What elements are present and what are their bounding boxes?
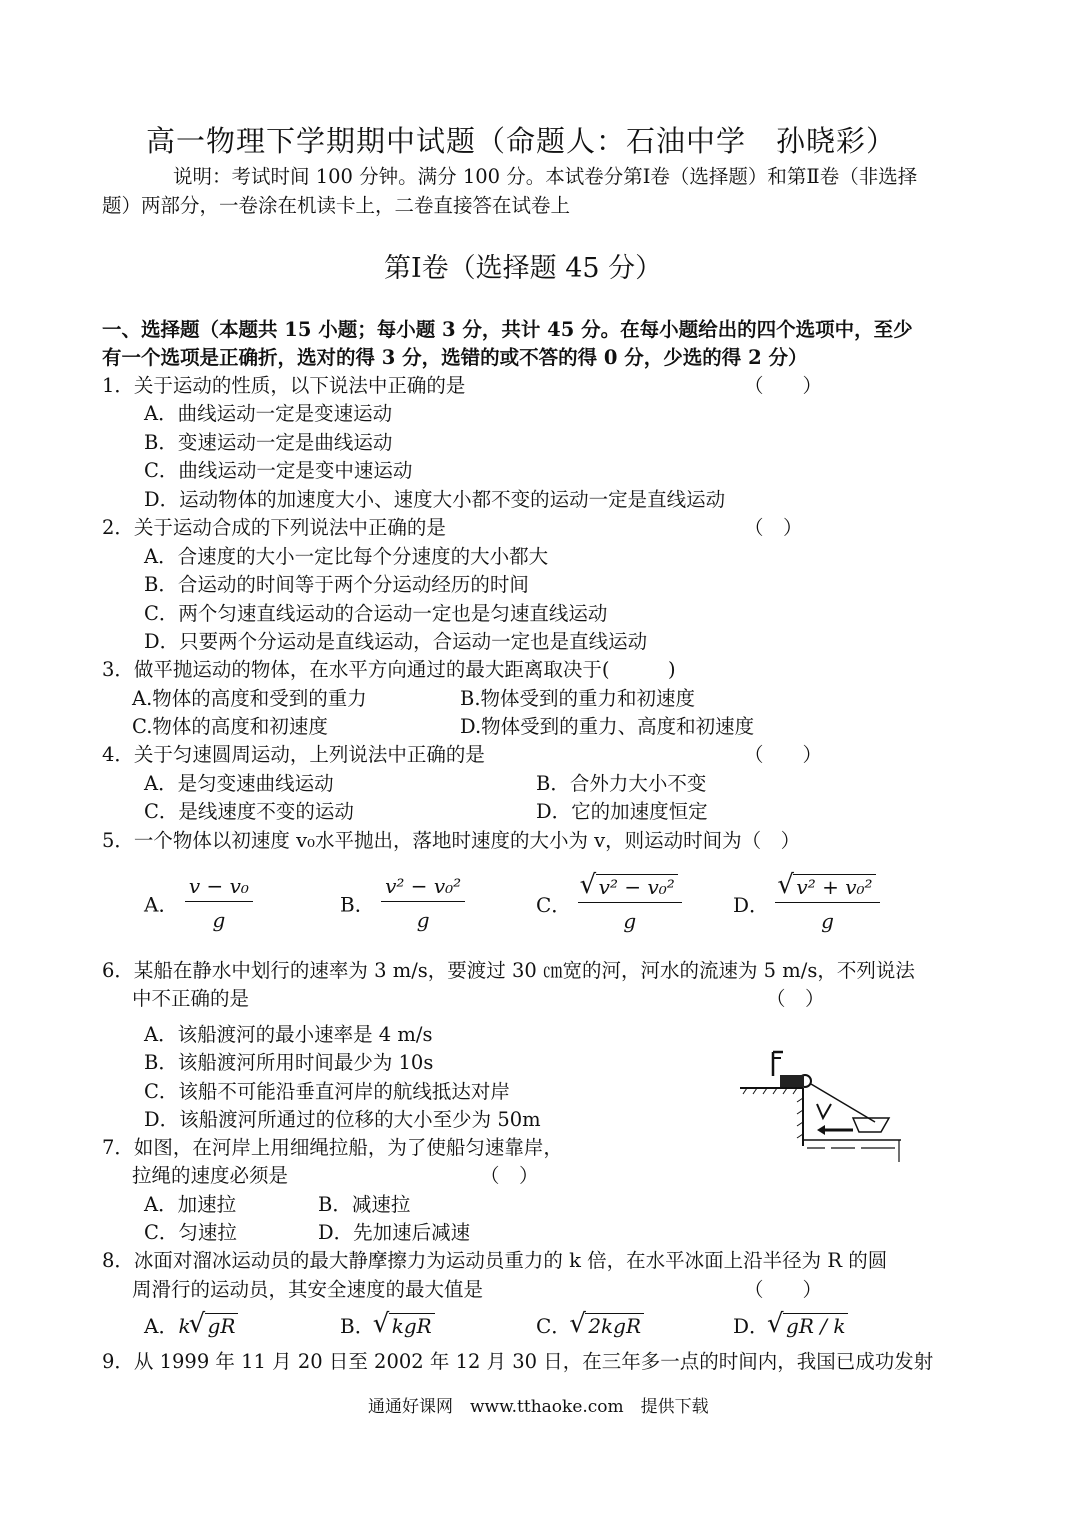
q5-option-a-numerator: v − v₀ xyxy=(185,874,253,902)
q5-option-d xyxy=(733,874,880,933)
q6-option-a: A．该船渡河的最小速率是 4 m/s xyxy=(144,1023,433,1046)
q5-option-d-label: D． xyxy=(733,893,770,917)
q1-answer-paren: （ ） xyxy=(744,374,823,397)
q5-option-c-fraction xyxy=(578,874,682,933)
q5-option-b-label: B． xyxy=(340,892,375,917)
q8-answer-paren: （ ） xyxy=(744,1278,823,1301)
q8-option-c-radical: √ 2kgR xyxy=(585,1313,644,1338)
q3-option-d: D.物体受到的重力、高度和初速度 xyxy=(460,715,755,738)
q6-option-d: D．该船渡河所通过的位移的大小至少为 50m xyxy=(144,1108,541,1131)
q5-option-a-label: A． xyxy=(144,892,179,917)
q8-option-a-label: A． xyxy=(144,1314,179,1338)
q5-option-a-denominator: g xyxy=(212,908,226,932)
q5-option-b-numerator: v² − v₀² xyxy=(381,874,465,902)
q5-option-d-radical: √ v² + v₀² xyxy=(793,874,875,899)
q5-option-b-fraction xyxy=(381,874,465,932)
q5-option-b-denominator: g xyxy=(416,908,430,932)
part-intro-line1: 一、选择题（本题共 15 小题；每小题 3 分，共计 45 分。在每小题给出的四个选项中，至少 xyxy=(102,318,913,341)
q8-option-d-label: D． xyxy=(733,1314,770,1338)
q2-option-a: A．合速度的大小一定比每个分速度的大小都大 xyxy=(144,545,549,568)
page-title: 高一物理下学期期中试题（命题人：石油中学 孙晓彩） xyxy=(146,124,897,158)
q5-option-d-numerator xyxy=(775,874,879,903)
q6-stem-line2: 中不正确的是 xyxy=(132,987,250,1010)
exam-note-line2: 题）两部分，一卷涂在机读卡上，二卷直接答在试卷上 xyxy=(102,194,571,217)
page-footer: 通通好课网 www.tthaoke.com 提供下载 xyxy=(368,1397,709,1417)
q7-stem-line2: 拉绳的速度必须是 xyxy=(132,1164,289,1187)
q6-answer-paren: （ ） xyxy=(766,987,825,1010)
q7-option-a: A．加速拉 xyxy=(144,1193,237,1216)
q1-option-a: A．曲线运动一定是变速运动 xyxy=(144,402,393,425)
q5-option-c-label: C． xyxy=(536,893,572,917)
section-title: 第Ⅰ卷（选择题 45 分） xyxy=(384,253,663,284)
q5-option-d-fraction xyxy=(775,874,879,933)
q8-option-d-radical: √ gR / k xyxy=(783,1313,848,1338)
q7-option-d: D．先加速后减速 xyxy=(318,1221,471,1244)
q5-option-c-denominator: g xyxy=(623,909,637,933)
figure-label-force xyxy=(776,1044,777,1045)
q9-stem-line1: 9．从 1999 年 11 月 20 日至 2002 年 12 月 30 日，在三年多一点的时间内，我国已成功发射 xyxy=(102,1350,934,1373)
q7-stem-line1: 7．如图，在河岸上用细绳拉船，为了使船匀速靠岸， xyxy=(102,1136,563,1159)
q6-option-c: C．该船不可能沿垂直河岸的航线抵达对岸 xyxy=(144,1080,510,1103)
q5-option-c-radical: √ v² − v₀² xyxy=(596,874,678,899)
q2-option-c: C．两个匀速直线运动的合运动一定也是匀速直线运动 xyxy=(144,602,608,625)
q8-option-b xyxy=(340,1310,435,1339)
q6-stem-line1: 6．某船在静水中划行的速率为 3 m/s，要渡过 30 ㎝宽的河，河水的流速为 5 m/s，不列说法 xyxy=(102,959,915,982)
q1-option-d: D．运动物体的加速度大小、速度大小都不变的运动一定是直线运动 xyxy=(144,488,726,511)
q8-option-c xyxy=(536,1310,644,1339)
q8-option-b-radical: √ kgR xyxy=(389,1313,435,1338)
river-bank-boat-figure xyxy=(735,1044,907,1168)
q8-option-a-coefficient: k xyxy=(178,1314,191,1338)
q4-stem: 4．关于匀速圆周运动，上列说法中正确的是 xyxy=(102,743,485,766)
q2-stem: 2．关于运动合成的下列说法中正确的是 xyxy=(102,516,446,539)
q4-answer-paren: （ ） xyxy=(744,743,823,766)
q4-option-c: C．是线速度不变的运动 xyxy=(144,800,354,823)
part-intro-line2: 有一个选项是正确折，选对的得 3 分，选错的或不答的得 0 分，少选的得 2 分） xyxy=(102,346,808,369)
q4-option-d: D．它的加速度恒定 xyxy=(536,800,708,823)
exam-note-line1: 说明：考试时间 100 分钟。满分 100 分。本试卷分第Ⅰ卷（选择题）和第Ⅱ卷（非选择 xyxy=(173,165,918,188)
q6-option-b: B．该船渡河所用时间最少为 10s xyxy=(144,1051,434,1074)
q8-stem-line1: 8．冰面对溜冰运动员的最大静摩擦力为运动员重力的 k 倍，在水平冰面上沿半径为 R 的圆 xyxy=(102,1249,888,1272)
q4-option-a: A．是匀变速曲线运动 xyxy=(144,772,334,795)
q5-option-b xyxy=(340,874,465,932)
q1-stem: 1．关于运动的性质，以下说法中正确的是 xyxy=(102,374,466,397)
q2-option-d: D．只要两个分运动是直线运动，合运动一定也是直线运动 xyxy=(144,630,648,653)
q3-option-b: B.物体受到的重力和初速度 xyxy=(460,687,696,710)
q1-option-b: B．变速运动一定是曲线运动 xyxy=(144,431,393,454)
q5-stem: 5．一个物体以初速度 v₀水平抛出，落地时速度的大小为 v，则运动时间为（ ） xyxy=(102,829,801,852)
q7-option-c: C．匀速拉 xyxy=(144,1221,237,1244)
q8-option-c-label: C． xyxy=(536,1314,572,1338)
q8-option-a-radical: √ gR xyxy=(205,1313,239,1338)
q8-stem-line2: 周滑行的运动员，其安全速度的最大值是 xyxy=(132,1278,484,1301)
q2-answer-paren: （ ） xyxy=(744,516,803,539)
q1-option-c: C．曲线运动一定是变中速运动 xyxy=(144,459,413,482)
q8-option-d xyxy=(733,1310,848,1339)
q3-option-a: A.物体的高度和受到的重力 xyxy=(132,687,367,710)
q5-option-a xyxy=(144,874,253,932)
q2-option-b: B．合运动的时间等于两个分运动经历的时间 xyxy=(144,573,529,596)
q7-option-b: B．减速拉 xyxy=(318,1193,411,1216)
q8-option-a xyxy=(144,1310,238,1339)
q5-option-c xyxy=(536,874,682,933)
q3-option-c: C.物体的高度和初速度 xyxy=(132,715,328,738)
q5-option-d-denominator: g xyxy=(821,909,834,933)
q4-option-b: B．合外力大小不变 xyxy=(536,772,707,795)
q5-option-a-fraction xyxy=(185,874,253,932)
q7-answer-paren: （ ） xyxy=(480,1164,539,1187)
figure-label-velocity xyxy=(812,1090,813,1091)
q8-option-b-label: B． xyxy=(340,1314,375,1338)
q5-option-c-numerator xyxy=(578,874,682,903)
q3-stem: 3．做平抛运动的物体，在水平方向通过的最大距离取决于( ) xyxy=(102,658,676,681)
